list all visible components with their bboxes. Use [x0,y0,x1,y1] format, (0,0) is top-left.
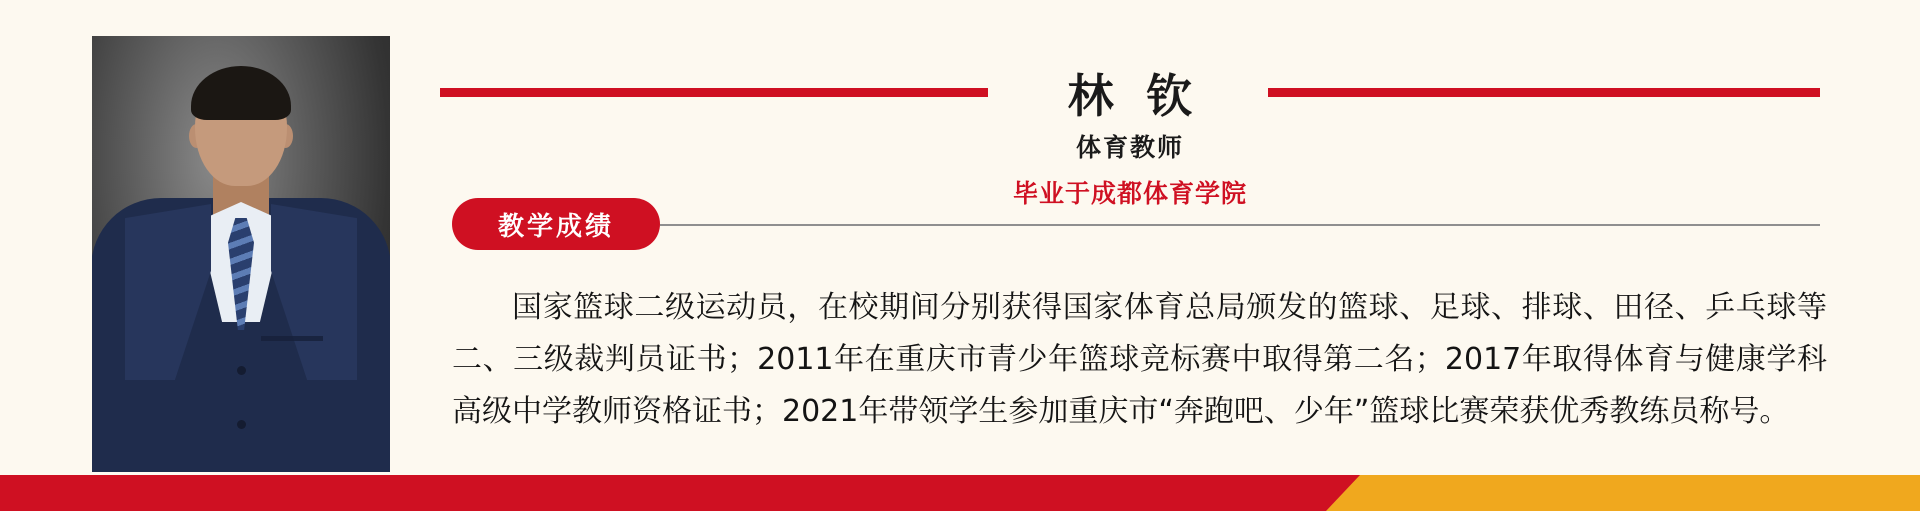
section-tag-teaching-achievements: 教学成绩 [452,198,660,250]
achievements-paragraph: 国家篮球二级运动员，在校期间分别获得国家体育总局颁发的篮球、足球、排球、田径、乒乓球等二、三级裁判员证书；2011年在重庆市青少年篮球竞标赛中取得第二名；2017年取得体育与健康学科高级中学教师资格证书；2021年带领学生参加重庆市“奔跑吧、少年”篮球比赛荣获优秀教练员称号。 [452,290,1827,429]
name-rule-left [440,88,988,97]
section-divider [660,224,1820,226]
photo-button-upper [237,366,246,375]
photo-button-lower [237,420,246,429]
teacher-photo [92,36,390,472]
name-rule-right [1268,88,1820,97]
teacher-role: 体育教师 [1075,134,1184,162]
footer-bar-red [0,475,1380,511]
footer-bar-yellow [1360,475,1920,511]
teacher-name: 林 钦 [1067,70,1203,122]
photo-pocket [261,336,323,341]
teacher-school: 毕业于成都体育学院 [1012,180,1247,208]
